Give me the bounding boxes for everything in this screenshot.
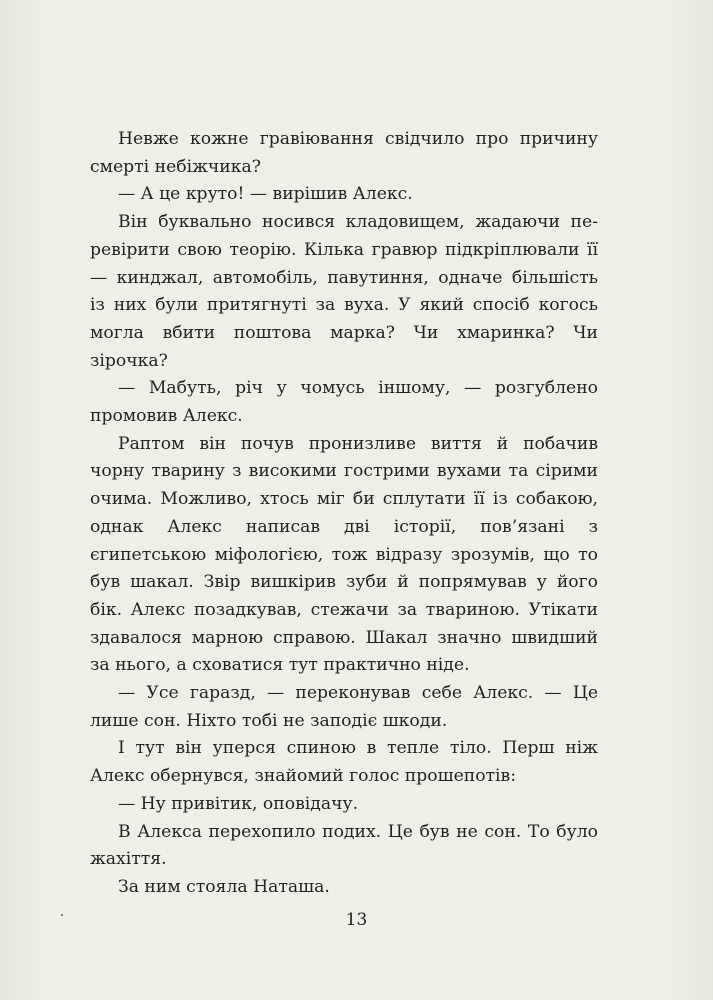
paragraph: Він буквально носився кладовищем, жадаючи перевірити свою теорію. Кілька гравюр підкріплювали її — кинджал, автомобіль, павутиння, одначе більшість із них були притягнуті за вуха. У який спосіб когось могла вбити поштова марка? Чи хмаринка? Чи зірочка? (90, 212, 598, 371)
paragraph: — Мабуть, річ у чомусь іншому, — розгублено промовив Алекс. (90, 378, 598, 427)
paragraph: Раптом він почув пронизливе виття й побачив чорну тварину з високими гострими вухами та сірими очима. Можливо, хтось міг би сплутати її із собакою, однак Алекс написав дві історії, пов’язані з єгипетською міфологією, тож відразу зрозумів, що то був шакал. Звір вишкірив зуби й попрямував у його бік. Алекс позадкував, стежачи за твариною. Утікати здавалося марною справою. Шакал значно швидший за нього, а сховатися тут практично ніде. (90, 433, 598, 676)
paragraph: — Усе гаразд, — переконував себе Алекс. — Це лише сон. Ніхто тобі не заподіє шкоди. (90, 683, 598, 731)
paragraph: І тут він уперся спиною в тепле тіло. Перш ніж Алекс обернувся, знайомий голос прошепотів: (90, 738, 598, 787)
paragraph: Невже кожне гравіювання свідчило про причину смерті небіжчика? (90, 129, 598, 177)
paragraph: — Ну привітик, оповідачу. (118, 793, 359, 814)
body-text (90, 126, 598, 902)
paragraph: В Алекса перехопило подих. Це був не сон. То було жахіття. (90, 821, 598, 870)
paragraph: За ним стояла Наташа. (118, 876, 330, 897)
paragraph: — А це круто! — вирішив Алекс. (118, 184, 413, 205)
page-number: 13 (345, 910, 368, 930)
